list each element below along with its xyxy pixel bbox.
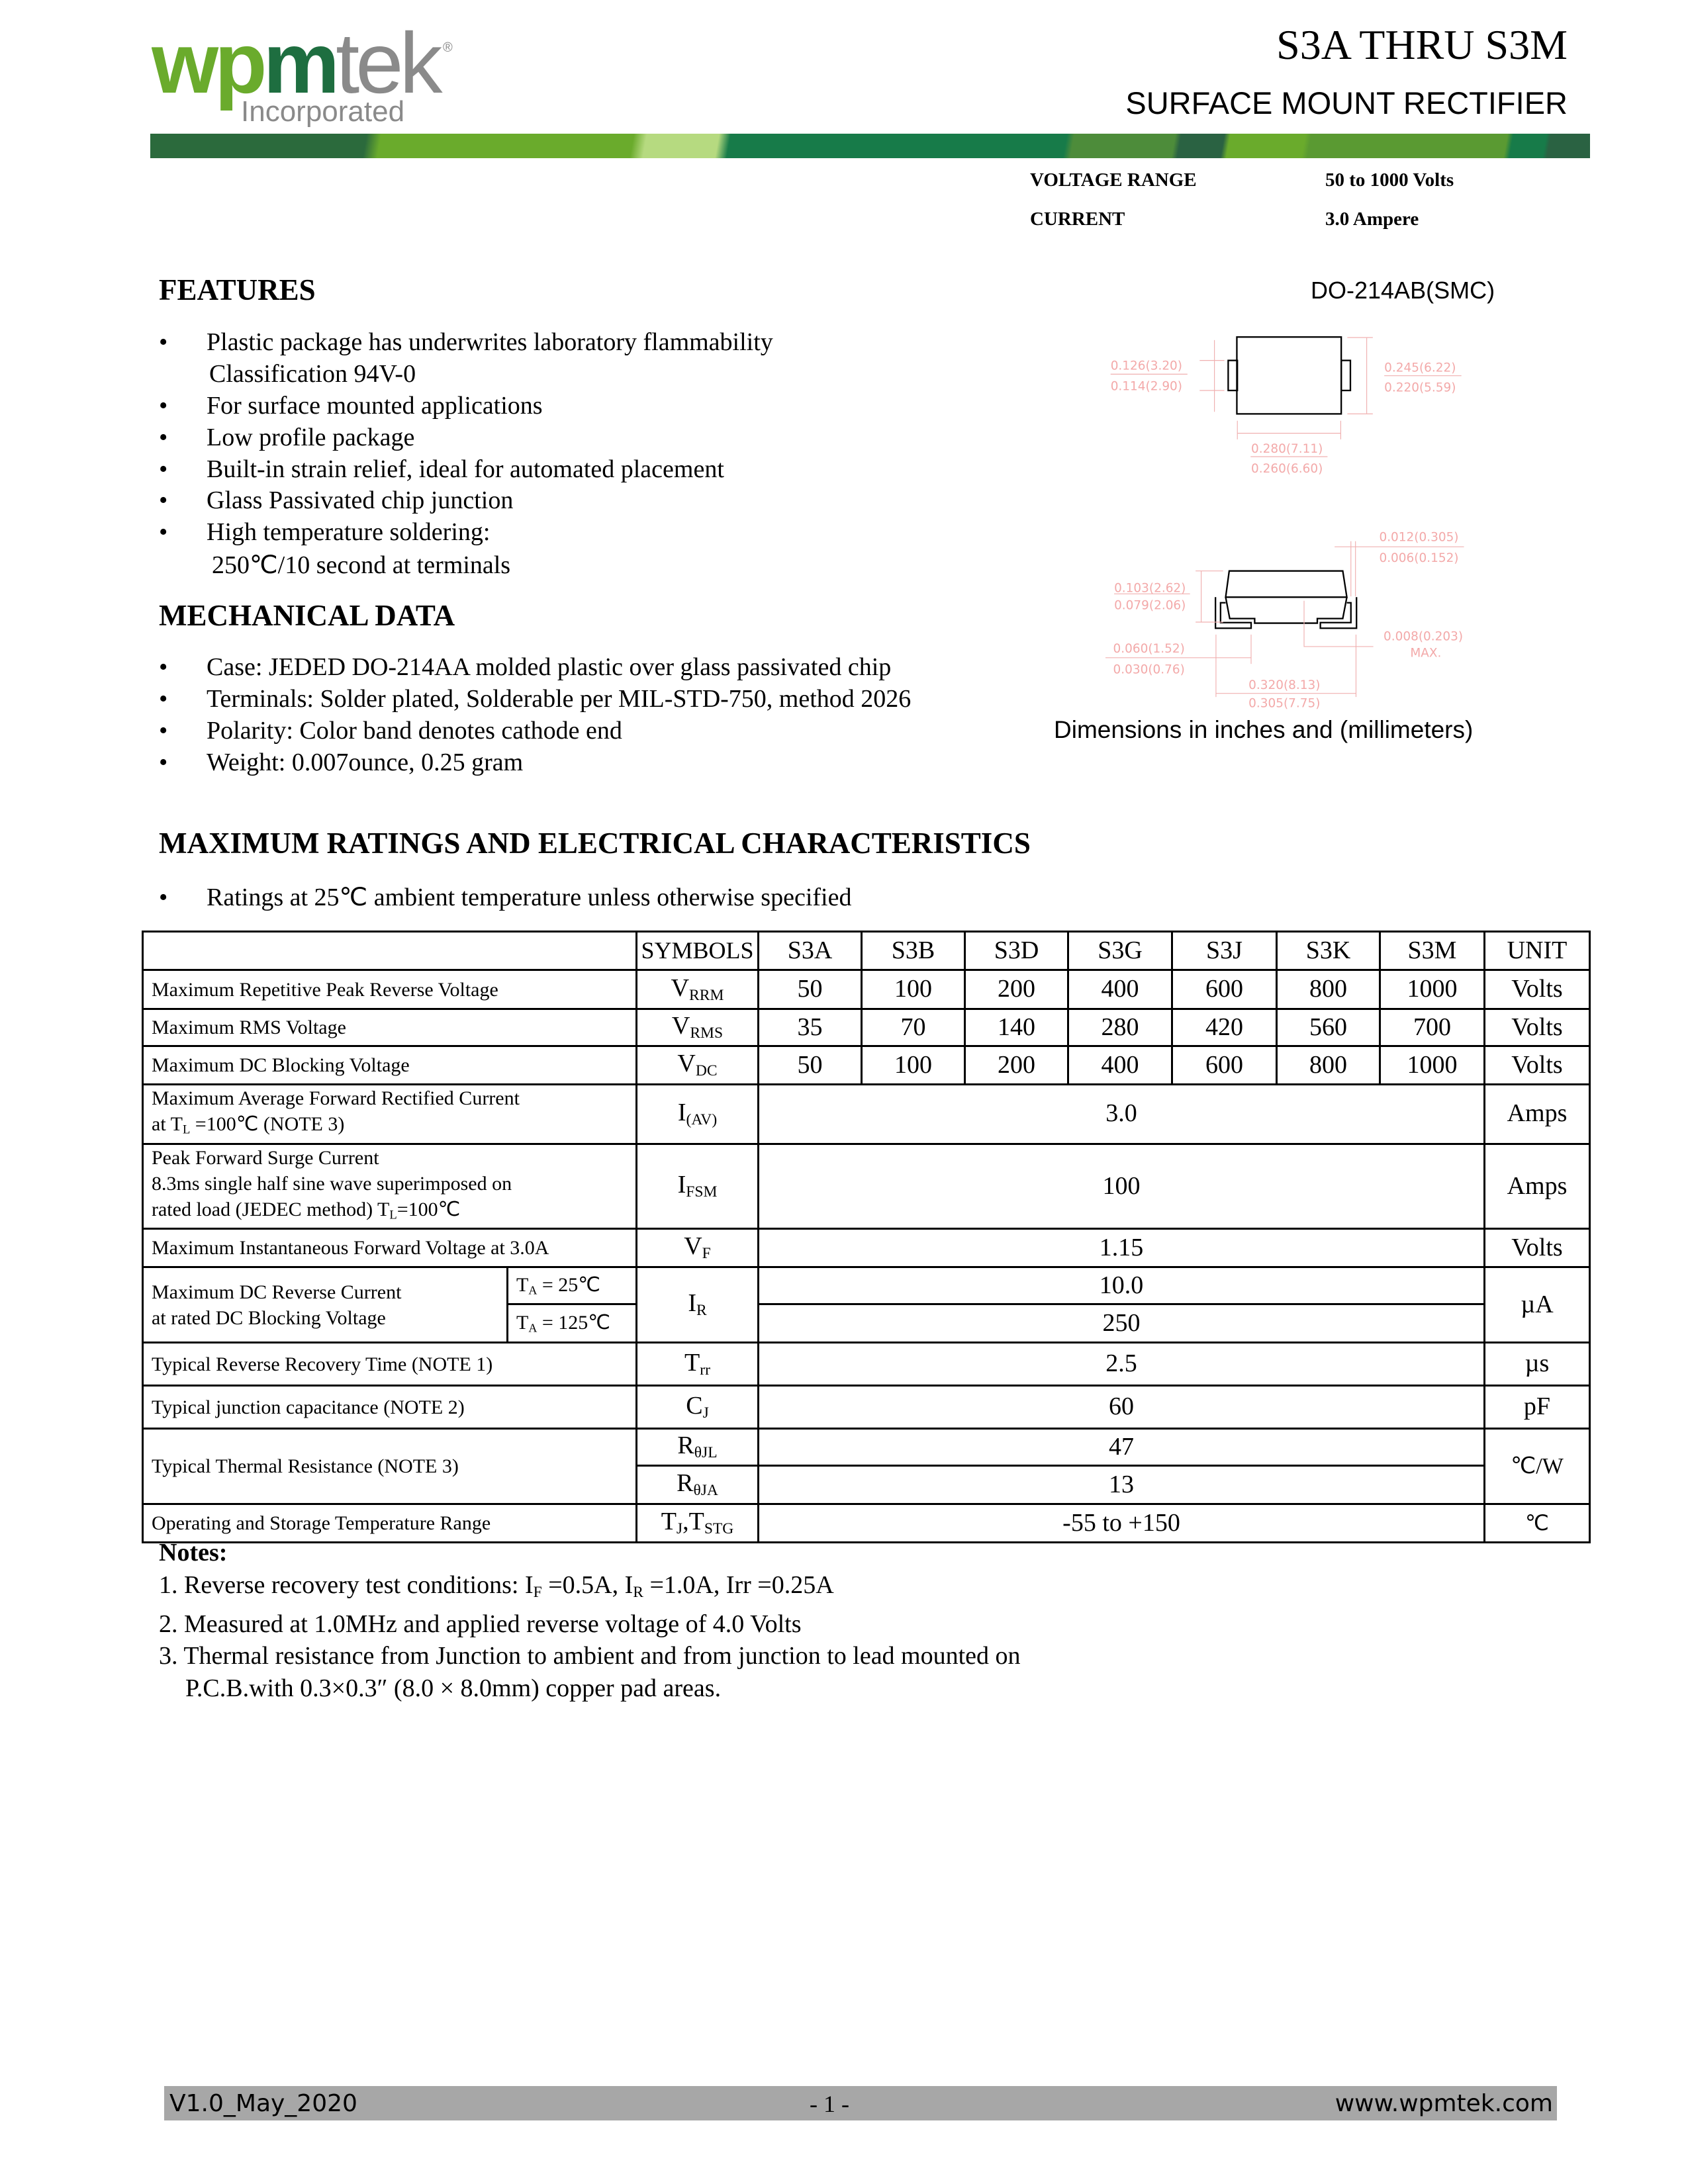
table-row: Maximum RMS Voltage $V_{RMS}$ 35 70 140 280 420 560 700 Volts — [143, 1009, 1590, 1046]
header-color-bar — [150, 134, 1590, 158]
part-title: S3A THRU S3M — [1276, 21, 1568, 68]
svg-text:wpmtek: wpmtek — [152, 19, 439, 111]
dim-label: 0.006(0.152) — [1379, 551, 1459, 566]
table-row: Typical Reverse Recovery Time (NOTE 1) $T_{rr}$ 2.5 µs — [143, 1343, 1590, 1386]
dim-label: 0.060(1.52) — [1113, 641, 1185, 656]
page-number: - 1 - — [810, 2091, 849, 2117]
dim-label: 0.079(2.06) — [1114, 598, 1186, 613]
dim-label: 0.114(2.90) — [1110, 379, 1183, 394]
spec-label: VOLTAGE RANGE — [1030, 169, 1197, 191]
table-row: $T_A$ = 125℃ 250 — [143, 1304, 1590, 1343]
table-row: Maximum Instantaneous Forward Voltage at 3.0A $V_F$ 1.15 Volts — [143, 1229, 1590, 1267]
mechanical-heading: MECHANICAL DATA — [159, 599, 455, 632]
spec-label: CURRENT — [1030, 208, 1125, 230]
table-row: Maximum DC Reverse Current at rated DC Blocking Voltage $T_A$ = 25℃ $I_R$ 10.0 µA — [143, 1267, 1590, 1304]
table-row: Typical Thermal Resistance (NOTE 3) $R_{\theta JL}$ 47 ℃/W — [143, 1429, 1590, 1466]
table-row: $R_{\theta JA}$ 13 — [143, 1466, 1590, 1504]
note-3-cont: P.C.B.with 0.3×0.3″ (8.0 × 8.0mm) copper pad areas. — [185, 1674, 722, 1702]
dim-label: 0.103(2.62) — [1114, 581, 1186, 596]
dim-label: 0.012(0.305) — [1379, 530, 1459, 545]
dim-label: 0.008(0.203) — [1383, 629, 1464, 644]
dimensions-note: Dimensions in inches and (millimeters) — [1054, 716, 1474, 743]
svg-text:Incorporated: Incorporated — [241, 95, 405, 128]
table-row: Typical junction capacitance (NOTE 2) $C_J$ 60 pF — [143, 1386, 1590, 1429]
dim-label: 0.220(5.59) — [1384, 381, 1456, 395]
table-row: Maximum Repetitive Peak Reverse Voltage $V_{RRM}$ 50 100 200 400 600 800 1000 Volts — [143, 970, 1590, 1009]
features-heading: FEATURES — [159, 273, 316, 306]
package-dimension-drawing — [1086, 318, 1483, 715]
note-2: 2. Measured at 1.0MHz and applied reverse voltage of 4.0 Volts — [159, 1610, 802, 1638]
svg-text:®: ® — [443, 40, 453, 55]
dim-label: 0.280(7.11) — [1251, 441, 1323, 456]
dim-label: 0.030(0.76) — [1113, 662, 1185, 677]
footer-url[interactable]: www.wpmtek.com — [1335, 2090, 1553, 2117]
dim-label: MAX. — [1410, 646, 1442, 660]
part-subtitle: SURFACE MOUNT RECTIFIER — [1125, 85, 1568, 120]
footer-version: V1.0_May_2020 — [169, 2090, 357, 2117]
table-row: Peak Forward Surge Current 8.3ms single half sine wave superimposed on rated load (JEDEC method) $T_L=100℃$ $I_{FSM}$ 100 Amps — [143, 1144, 1590, 1229]
package-name: DO-214AB(SMC) — [1311, 277, 1495, 304]
table-header-row: SYMBOLS S3A S3B S3D S3G S3J S3K S3M UNIT — [143, 932, 1590, 970]
note-3: 3. Thermal resistance from Junction to ambient and from junction to lead mounted on — [159, 1642, 1021, 1670]
dim-label: 0.245(6.22) — [1384, 361, 1456, 375]
dim-label: 0.126(3.20) — [1110, 359, 1183, 373]
dim-label: 0.320(8.13) — [1248, 678, 1321, 692]
wpmtek-logo — [152, 19, 456, 131]
table-row: Operating and Storage Temperature Range $T_J,T_{STG}$ -55 to +150 ℃ — [143, 1504, 1590, 1543]
notes-heading: Notes: — [159, 1539, 228, 1567]
ratings-table — [142, 931, 1591, 1543]
spec-value: 3.0 Ampere — [1325, 208, 1419, 230]
table-row: Maximum Average Forward Rectified Current at $T_L$ =100℃ (NOTE 3) $I_{(AV)}$ 3.0 Amps — [143, 1085, 1590, 1144]
table-row: Maximum DC Blocking Voltage $V_{DC}$ 50 100 200 400 600 800 1000 Volts — [143, 1046, 1590, 1085]
note-1: 1. Reverse recovery test conditions: $I_F =0.5A$, $I_R =1.0A$, Irr =0.25A — [159, 1570, 834, 1601]
dim-label: 0.305(7.75) — [1248, 696, 1321, 711]
spec-value: 50 to 1000 Volts — [1325, 169, 1454, 191]
notes — [159, 1537, 1021, 1704]
dim-label: 0.260(6.60) — [1251, 461, 1323, 476]
footer-bar — [164, 2086, 1557, 2120]
ratings-heading: MAXIMUM RATINGS AND ELECTRICAL CHARACTERISTICS — [159, 827, 1031, 860]
